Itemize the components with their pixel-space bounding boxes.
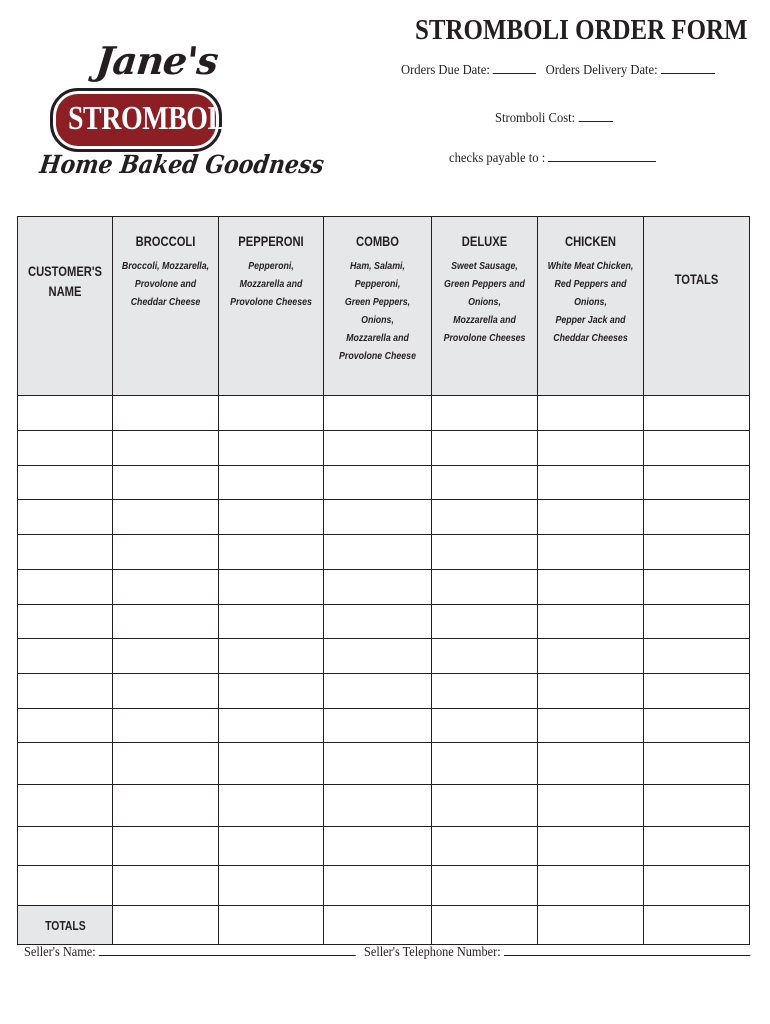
cost-line bbox=[495, 110, 613, 127]
quantity-cell[interactable] bbox=[432, 709, 538, 743]
table-row bbox=[18, 500, 750, 535]
quantity-cell[interactable] bbox=[113, 866, 219, 906]
quantity-cell[interactable] bbox=[432, 674, 538, 709]
quantity-cell[interactable] bbox=[113, 570, 219, 605]
customer-name-cell[interactable] bbox=[18, 866, 113, 906]
quantity-cell[interactable] bbox=[113, 431, 219, 466]
customer-name-cell[interactable] bbox=[18, 570, 113, 605]
dates-line bbox=[401, 62, 715, 79]
customer-header-line1: CUSTOMER'S bbox=[27, 263, 103, 279]
table-header-row bbox=[18, 217, 750, 396]
quantity-cell[interactable] bbox=[113, 396, 219, 431]
customer-name-cell[interactable] bbox=[18, 639, 113, 674]
quantity-cell[interactable] bbox=[113, 500, 219, 535]
seller-phone-label: Seller's Telephone Number: bbox=[364, 945, 501, 960]
quantity-cell[interactable] bbox=[432, 466, 538, 500]
quantity-cell[interactable] bbox=[324, 827, 432, 866]
column-total-cell[interactable] bbox=[432, 906, 538, 945]
table-row bbox=[18, 674, 750, 709]
logo-janes-script: Jane's bbox=[93, 38, 220, 83]
quantity-cell[interactable] bbox=[324, 500, 432, 535]
due-date-field[interactable] bbox=[493, 62, 536, 74]
column-total-cell[interactable] bbox=[113, 906, 219, 945]
quantity-cell[interactable] bbox=[538, 743, 644, 785]
row-total-cell[interactable] bbox=[644, 500, 750, 535]
customer-name-cell[interactable] bbox=[18, 785, 113, 827]
customer-name-cell[interactable] bbox=[18, 674, 113, 709]
customer-name-cell[interactable] bbox=[18, 500, 113, 535]
table-row bbox=[18, 431, 750, 466]
quantity-cell[interactable] bbox=[538, 827, 644, 866]
row-total-cell[interactable] bbox=[644, 431, 750, 466]
seller-name-line bbox=[24, 944, 356, 961]
row-total-cell[interactable] bbox=[644, 866, 750, 906]
quantity-cell[interactable] bbox=[432, 605, 538, 639]
payable-line bbox=[449, 150, 656, 167]
customer-name-header bbox=[18, 217, 113, 396]
quantity-cell[interactable] bbox=[538, 535, 644, 570]
quantity-cell[interactable] bbox=[113, 535, 219, 570]
totals-header bbox=[644, 217, 750, 396]
product-description: Sweet Sausage, Green Peppers and Onions, Mozzarella and Provolone Cheeses bbox=[443, 260, 526, 344]
quantity-cell[interactable] bbox=[432, 431, 538, 466]
table-row bbox=[18, 535, 750, 570]
quantity-cell[interactable] bbox=[113, 827, 219, 866]
product-name: CHICKEN bbox=[564, 233, 617, 249]
row-total-cell[interactable] bbox=[644, 709, 750, 743]
quantity-cell[interactable] bbox=[538, 431, 644, 466]
quantity-cell[interactable] bbox=[113, 709, 219, 743]
quantity-cell[interactable] bbox=[219, 431, 324, 466]
product-header-combo bbox=[324, 217, 432, 396]
quantity-cell[interactable] bbox=[538, 605, 644, 639]
quantity-cell[interactable] bbox=[113, 605, 219, 639]
quantity-cell[interactable] bbox=[538, 570, 644, 605]
product-name: BROCCOLI bbox=[135, 233, 196, 249]
quantity-cell[interactable] bbox=[219, 500, 324, 535]
quantity-cell[interactable] bbox=[324, 396, 432, 431]
customer-name-cell[interactable] bbox=[18, 605, 113, 639]
row-total-cell[interactable] bbox=[644, 674, 750, 709]
quantity-cell[interactable] bbox=[432, 785, 538, 827]
product-name: PEPPERONI bbox=[238, 233, 304, 249]
quantity-cell[interactable] bbox=[538, 396, 644, 431]
column-total-cell[interactable] bbox=[538, 906, 644, 945]
quantity-cell[interactable] bbox=[113, 785, 219, 827]
payable-field[interactable] bbox=[548, 150, 656, 162]
quantity-cell[interactable] bbox=[432, 500, 538, 535]
payable-label: checks payable to : bbox=[449, 151, 546, 166]
quantity-cell[interactable] bbox=[538, 466, 644, 500]
quantity-cell[interactable] bbox=[113, 466, 219, 500]
table-row bbox=[18, 639, 750, 674]
logo-tagline: Home Baked Goodness bbox=[37, 150, 326, 179]
totals-header-label: TOTALS bbox=[674, 271, 719, 287]
table-row bbox=[18, 785, 750, 827]
row-total-cell[interactable] bbox=[644, 743, 750, 785]
column-total-cell[interactable] bbox=[324, 906, 432, 945]
quantity-cell[interactable] bbox=[219, 639, 324, 674]
table-row bbox=[18, 570, 750, 605]
seller-name-field[interactable] bbox=[99, 944, 356, 956]
product-description: Pepperoni, Mozzarella and Provolone Cheeses bbox=[230, 260, 312, 308]
quantity-cell[interactable] bbox=[538, 785, 644, 827]
order-table bbox=[17, 216, 750, 945]
table-row bbox=[18, 466, 750, 500]
quantity-cell[interactable] bbox=[113, 743, 219, 785]
quantity-cell[interactable] bbox=[219, 535, 324, 570]
delivery-date-label: Orders Delivery Date: bbox=[545, 63, 658, 78]
quantity-cell[interactable] bbox=[324, 866, 432, 906]
quantity-cell[interactable] bbox=[432, 639, 538, 674]
cost-label: Stromboli Cost: bbox=[495, 111, 576, 126]
row-total-cell[interactable] bbox=[644, 639, 750, 674]
quantity-cell[interactable] bbox=[324, 785, 432, 827]
quantity-cell[interactable] bbox=[538, 709, 644, 743]
customer-name-cell[interactable] bbox=[18, 743, 113, 785]
quantity-cell[interactable] bbox=[219, 466, 324, 500]
quantity-cell[interactable] bbox=[219, 743, 324, 785]
row-total-cell[interactable] bbox=[644, 827, 750, 866]
quantity-cell[interactable] bbox=[113, 674, 219, 709]
quantity-cell[interactable] bbox=[219, 605, 324, 639]
quantity-cell[interactable] bbox=[538, 674, 644, 709]
customer-name-cell[interactable] bbox=[18, 827, 113, 866]
quantity-cell[interactable] bbox=[538, 639, 644, 674]
row-total-cell[interactable] bbox=[644, 785, 750, 827]
row-total-cell[interactable] bbox=[644, 570, 750, 605]
table-row bbox=[18, 827, 750, 866]
seller-phone-field[interactable] bbox=[504, 944, 750, 956]
table-row bbox=[18, 709, 750, 743]
row-total-cell[interactable] bbox=[644, 605, 750, 639]
quantity-cell[interactable] bbox=[538, 500, 644, 535]
order-rows bbox=[18, 396, 750, 945]
due-date-label: Orders Due Date: bbox=[401, 63, 490, 78]
table-row bbox=[18, 396, 750, 431]
seller-phone-line bbox=[364, 944, 750, 961]
quantity-cell[interactable] bbox=[432, 396, 538, 431]
quantity-cell[interactable] bbox=[324, 639, 432, 674]
product-header-chicken bbox=[538, 217, 644, 396]
product-description: Broccoli, Mozzarella, Provolone and Cheddar Cheese bbox=[121, 260, 210, 308]
totals-row-label-text: TOTALS bbox=[44, 917, 86, 933]
quantity-cell[interactable] bbox=[324, 605, 432, 639]
quantity-cell[interactable] bbox=[219, 709, 324, 743]
quantity-cell[interactable] bbox=[219, 396, 324, 431]
quantity-cell[interactable] bbox=[538, 866, 644, 906]
product-description: Ham, Salami, Pepperoni, Green Peppers, Onions, Mozzarella and Provolone Cheese bbox=[339, 260, 416, 362]
logo-badge bbox=[50, 88, 237, 152]
product-header-broccoli bbox=[113, 217, 219, 396]
product-header-deluxe bbox=[432, 217, 538, 396]
quantity-cell[interactable] bbox=[324, 535, 432, 570]
cost-field[interactable] bbox=[578, 110, 612, 122]
quantity-cell[interactable] bbox=[324, 431, 432, 466]
product-name: DELUXE bbox=[461, 233, 508, 249]
janes-stromboli-logo bbox=[36, 38, 326, 198]
table-row bbox=[18, 866, 750, 906]
page-title: STROMBOLI ORDER FORM bbox=[415, 14, 748, 46]
quantity-cell[interactable] bbox=[432, 535, 538, 570]
quantity-cell[interactable] bbox=[219, 785, 324, 827]
quantity-cell[interactable] bbox=[432, 570, 538, 605]
quantity-cell[interactable] bbox=[432, 866, 538, 906]
table-row bbox=[18, 605, 750, 639]
quantity-cell[interactable] bbox=[219, 827, 324, 866]
row-total-cell[interactable] bbox=[644, 396, 750, 431]
row-total-cell[interactable] bbox=[644, 535, 750, 570]
column-total-cell[interactable] bbox=[644, 906, 750, 945]
quantity-cell[interactable] bbox=[324, 743, 432, 785]
column-total-cell[interactable] bbox=[219, 906, 324, 945]
delivery-date-field[interactable] bbox=[661, 62, 715, 74]
customer-name-cell[interactable] bbox=[18, 709, 113, 743]
table-row bbox=[18, 743, 750, 785]
seller-name-label: Seller's Name: bbox=[24, 945, 96, 960]
customer-name-cell[interactable] bbox=[18, 431, 113, 466]
row-total-cell[interactable] bbox=[644, 466, 750, 500]
quantity-cell[interactable] bbox=[219, 866, 324, 906]
quantity-cell[interactable] bbox=[432, 827, 538, 866]
product-name: COMBO bbox=[356, 233, 399, 249]
quantity-cell[interactable] bbox=[219, 674, 324, 709]
quantity-cell[interactable] bbox=[219, 570, 324, 605]
logo-brand: STROMBOLI bbox=[67, 100, 237, 137]
customer-name-cell[interactable] bbox=[18, 396, 113, 431]
quantity-cell[interactable] bbox=[432, 743, 538, 785]
product-description: White Meat Chicken, Red Peppers and Onions, Pepper Jack and Cheddar Cheeses bbox=[547, 260, 634, 344]
quantity-cell[interactable] bbox=[324, 466, 432, 500]
customer-name-cell[interactable] bbox=[18, 535, 113, 570]
totals-row bbox=[18, 906, 750, 945]
customer-header-line2: NAME bbox=[48, 283, 82, 299]
quantity-cell[interactable] bbox=[324, 674, 432, 709]
totals-row-label bbox=[18, 906, 113, 945]
product-header-pepperoni bbox=[219, 217, 324, 396]
customer-name-cell[interactable] bbox=[18, 466, 113, 500]
quantity-cell[interactable] bbox=[324, 709, 432, 743]
quantity-cell[interactable] bbox=[324, 570, 432, 605]
quantity-cell[interactable] bbox=[113, 639, 219, 674]
